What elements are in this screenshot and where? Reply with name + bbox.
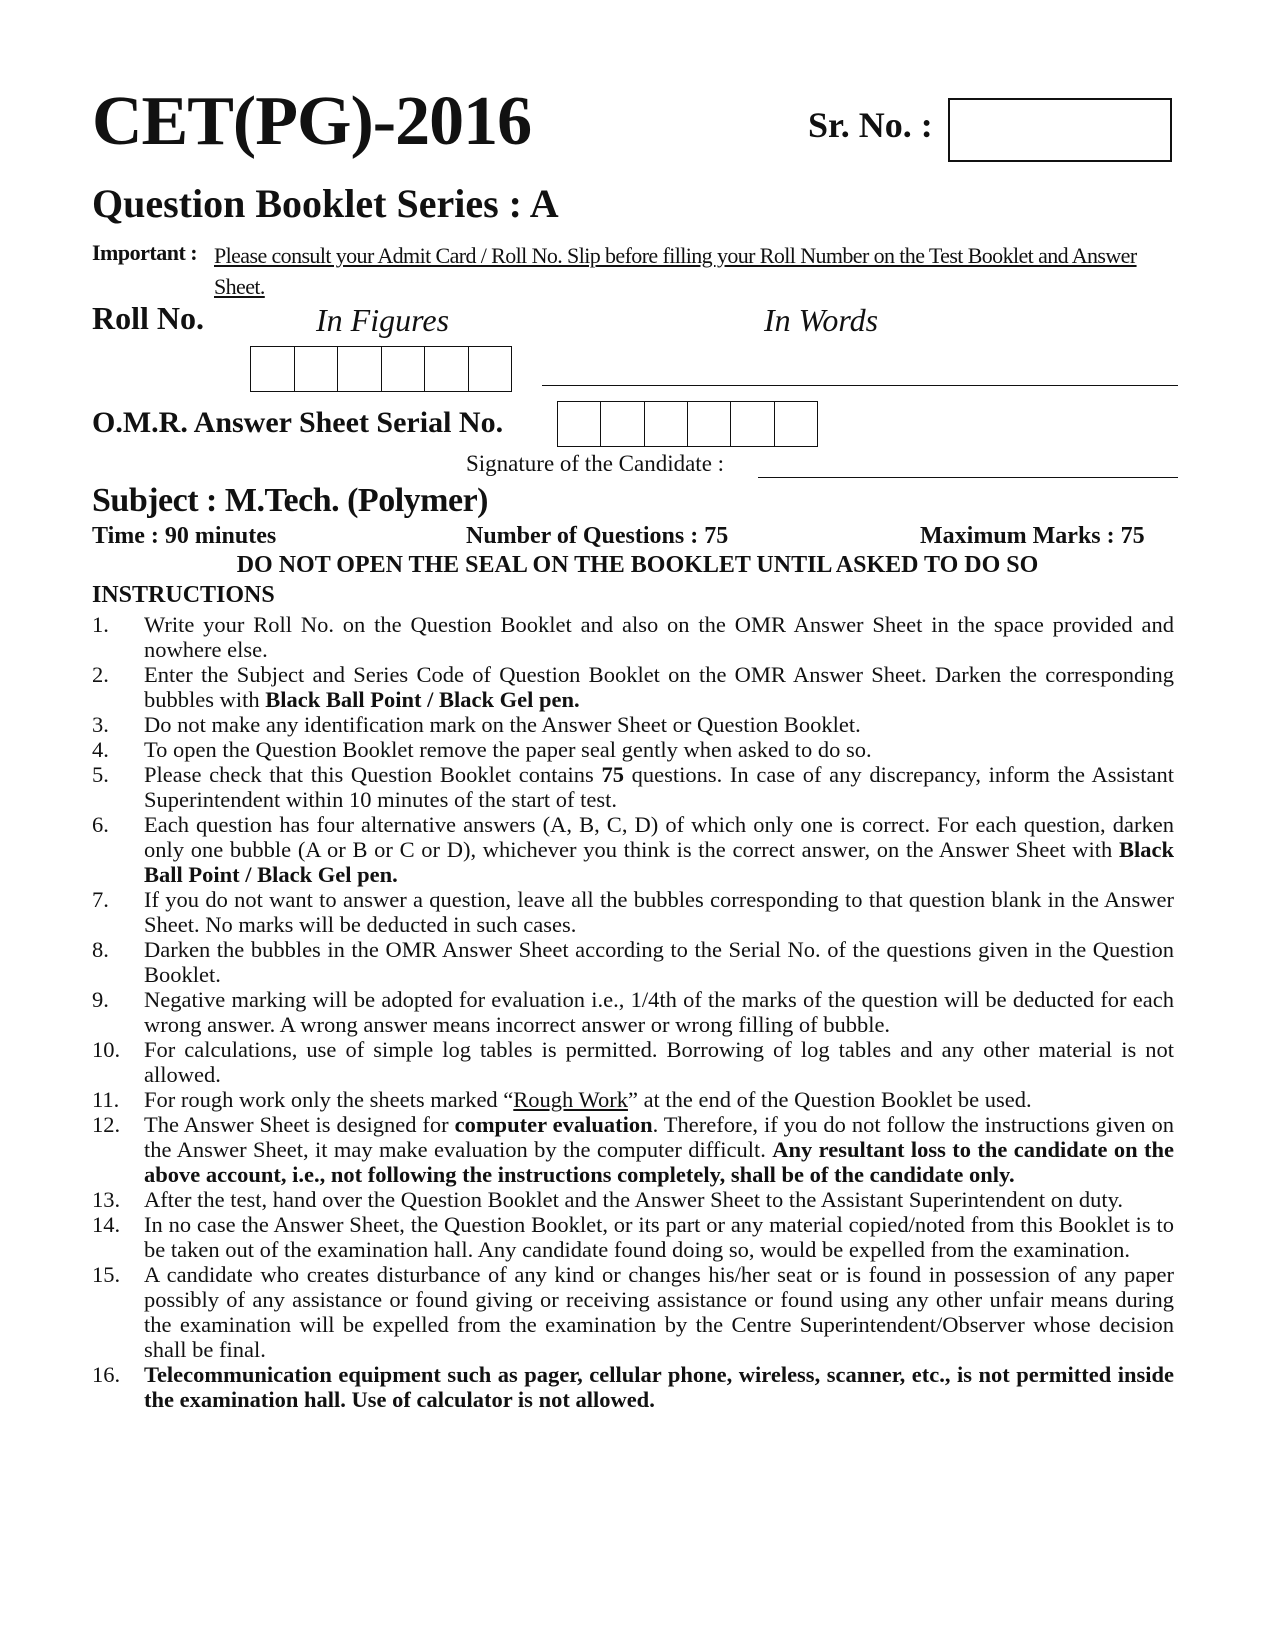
instruction-text-part: To open the Question Booklet remove the paper seal gently when asked to do so.	[144, 737, 872, 762]
instruction-item	[92, 712, 1174, 737]
roll-digit-box[interactable]	[382, 347, 426, 391]
instruction-item	[92, 1362, 1174, 1412]
signature-label: Signature of the Candidate :	[466, 451, 725, 476]
instruction-text	[144, 612, 1174, 662]
instruction-text	[144, 1037, 1174, 1087]
instruction-item	[92, 1112, 1174, 1187]
instruction-text	[144, 1212, 1174, 1262]
instruction-text	[144, 1112, 1174, 1187]
instruction-text-part: In no case the Answer Sheet, the Question Booklet, or its part or any material copied/noted from this Booklet is to be taken out of the examination hall. Any candidate found doing so, would be expelled from the examination.	[144, 1212, 1174, 1262]
instruction-text-part: Please check that this Question Booklet contains	[144, 762, 602, 787]
important-note: Please consult your Admit Card / Roll No. Slip before filling your Roll Number on the Test Booklet and Answer Sheet.	[214, 243, 1137, 299]
serial-number-label: Sr. No. :	[808, 105, 933, 145]
omr-digit-box[interactable]	[645, 402, 688, 446]
exam-title: CET(PG)-2016	[92, 83, 532, 160]
instruction-text-part: Telecommunication equipment such as pager, cellular phone, wireless, scanner, etc., is not permitted inside the examination hall. Use of calculator is not allowed.	[144, 1362, 1174, 1412]
instruction-text-part: Black Ball Point / Black Gel pen.	[265, 687, 580, 712]
roll-number-words-line[interactable]	[542, 385, 1178, 386]
instruction-number: 4.	[92, 737, 109, 762]
instruction-text	[144, 1187, 1174, 1212]
instruction-text-part: questions. In case of any discrepancy, inform the Assistant Superintendent within 10 minutes of the start of test.	[144, 762, 1174, 812]
omr-digit-box[interactable]	[731, 402, 774, 446]
in-words-label: In Words	[764, 302, 879, 338]
instruction-item	[92, 737, 1174, 762]
instruction-text	[144, 987, 1174, 1037]
omr-serial-boxes[interactable]	[557, 401, 818, 447]
instruction-text	[144, 762, 1174, 812]
instruction-number: 13.	[92, 1187, 121, 1212]
instruction-number: 5.	[92, 762, 109, 787]
instruction-text-part: A candidate who creates disturbance of any kind or changes his/her seat or is found in possession of any paper possibly of any assistance or found giving or receiving assistance or found using any other unfair means during the examination will be expelled from the examination by the Centre Superintendent/Observer whose decision shall be final.	[144, 1262, 1174, 1362]
roll-number-label: Roll No.	[92, 300, 204, 336]
instruction-text	[144, 1362, 1174, 1412]
subject-title: Subject : M.Tech. (Polymer)	[92, 482, 488, 519]
instruction-number: 14.	[92, 1212, 121, 1237]
roll-digit-box[interactable]	[425, 347, 469, 391]
important-label: Important :	[92, 240, 198, 265]
instruction-text-part: Enter the Subject and Series Code of Question Booklet on the OMR Answer Sheet. Darken the corresponding bubbles with	[144, 662, 1174, 712]
instruction-item	[92, 1262, 1174, 1362]
booklet-series: Question Booklet Series : A	[92, 181, 559, 226]
instruction-text-part: . Therefore, if you do not follow the instructions given on the Answer Sheet, it may make evaluation by the computer difficult.	[144, 1112, 1174, 1162]
roll-number-figure-boxes[interactable]	[250, 346, 512, 392]
instruction-item	[92, 762, 1174, 812]
instruction-text-part: For calculations, use of simple log tables is permitted. Borrowing of log tables and any other material is not allowed.	[144, 1037, 1174, 1087]
instruction-text-part: Any resultant loss to the candidate on the above account, i.e., not following the instructions completely, shall be of the candidate only.	[144, 1137, 1174, 1187]
instruction-text-part: Rough Work	[513, 1087, 628, 1112]
instruction-text	[144, 737, 1174, 762]
instructions-heading: INSTRUCTIONS	[92, 582, 275, 608]
instruction-text-part: The Answer Sheet is designed for	[144, 1112, 455, 1137]
instruction-item	[92, 987, 1174, 1037]
omr-digit-box[interactable]	[601, 402, 644, 446]
instruction-text-part: Write your Roll No. on the Question Booklet and also on the OMR Answer Sheet in the space provided and nowhere else.	[144, 612, 1174, 662]
instruction-item	[92, 1187, 1174, 1212]
instruction-text-part: Negative marking will be adopted for evaluation i.e., 1/4th of the marks of the question will be deducted for each wrong answer. A wrong answer means incorrect answer or wrong filling of bubble.	[144, 987, 1174, 1037]
in-figures-label: In Figures	[316, 302, 450, 338]
instruction-item	[92, 1212, 1174, 1262]
instruction-item	[92, 1037, 1174, 1087]
instruction-number: 9.	[92, 987, 109, 1012]
instruction-number: 10.	[92, 1037, 121, 1062]
instruction-text-part: For rough work only the sheets marked “	[144, 1087, 514, 1112]
instruction-number: 7.	[92, 887, 109, 912]
instruction-text	[144, 1262, 1174, 1362]
instruction-number: 1.	[92, 612, 109, 637]
instruction-item	[92, 662, 1174, 712]
time-info: Time : 90 minutes	[92, 523, 277, 549]
instruction-item	[92, 1087, 1174, 1112]
roll-digit-box[interactable]	[295, 347, 339, 391]
maximum-marks-info: Maximum Marks : 75	[920, 523, 1145, 549]
instruction-number: 8.	[92, 937, 109, 962]
instruction-text-part: After the test, hand over the Question Booklet and the Answer Sheet to the Assistant Superintendent on duty.	[144, 1187, 1123, 1212]
serial-number-box[interactable]	[948, 98, 1172, 162]
instruction-text	[144, 812, 1174, 887]
instruction-number: 15.	[92, 1262, 121, 1287]
instruction-text-part: computer evaluation	[454, 1112, 653, 1137]
instruction-text-part: Darken the bubbles in the OMR Answer Sheet according to the Serial No. of the questions given in the Question Booklet.	[144, 937, 1174, 987]
omr-digit-box[interactable]	[558, 402, 601, 446]
instruction-item	[92, 612, 1174, 662]
instruction-text	[144, 1087, 1174, 1112]
omr-serial-label: O.M.R. Answer Sheet Serial No.	[92, 406, 504, 439]
instruction-item	[92, 887, 1174, 937]
instruction-text-part: 75	[601, 762, 624, 787]
instruction-text-part: Do not make any identification mark on the Answer Sheet or Question Booklet.	[144, 712, 861, 737]
instruction-item	[92, 937, 1174, 987]
instruction-text-part: Each question has four alternative answers (A, B, C, D) of which only one is correct. For each question, darken only one bubble (A or B or C or D), whichever you think is the correct answer, on the Answer Sheet with	[144, 812, 1174, 862]
signature-line[interactable]	[758, 477, 1178, 478]
instruction-text-part: ” at the end of the Question Booklet be used.	[627, 1087, 1032, 1112]
instruction-text	[144, 887, 1174, 937]
instruction-text	[144, 937, 1174, 987]
omr-digit-box[interactable]	[775, 402, 817, 446]
instruction-list	[92, 612, 1174, 1412]
roll-digit-box[interactable]	[251, 347, 295, 391]
instruction-number: 11.	[92, 1087, 120, 1112]
instruction-text	[144, 712, 1174, 737]
roll-digit-box[interactable]	[338, 347, 382, 391]
instruction-item	[92, 812, 1174, 887]
instruction-number: 12.	[92, 1112, 121, 1137]
seal-notice: DO NOT OPEN THE SEAL ON THE BOOKLET UNTIL ASKED TO DO SO	[236, 552, 1039, 578]
omr-digit-box[interactable]	[688, 402, 731, 446]
instruction-text	[144, 662, 1174, 712]
instruction-number: 16.	[92, 1362, 121, 1387]
instruction-number: 3.	[92, 712, 109, 737]
instruction-text-part: Black Ball Point / Black Gel pen.	[144, 837, 1174, 887]
roll-digit-box[interactable]	[469, 347, 512, 391]
instruction-number: 2.	[92, 662, 109, 687]
instruction-number: 6.	[92, 812, 109, 837]
question-count-info: Number of Questions : 75	[466, 523, 729, 549]
instruction-text-part: If you do not want to answer a question, leave all the bubbles corresponding to that question blank in the Answer Sheet. No marks will be deducted in such cases.	[144, 887, 1174, 937]
